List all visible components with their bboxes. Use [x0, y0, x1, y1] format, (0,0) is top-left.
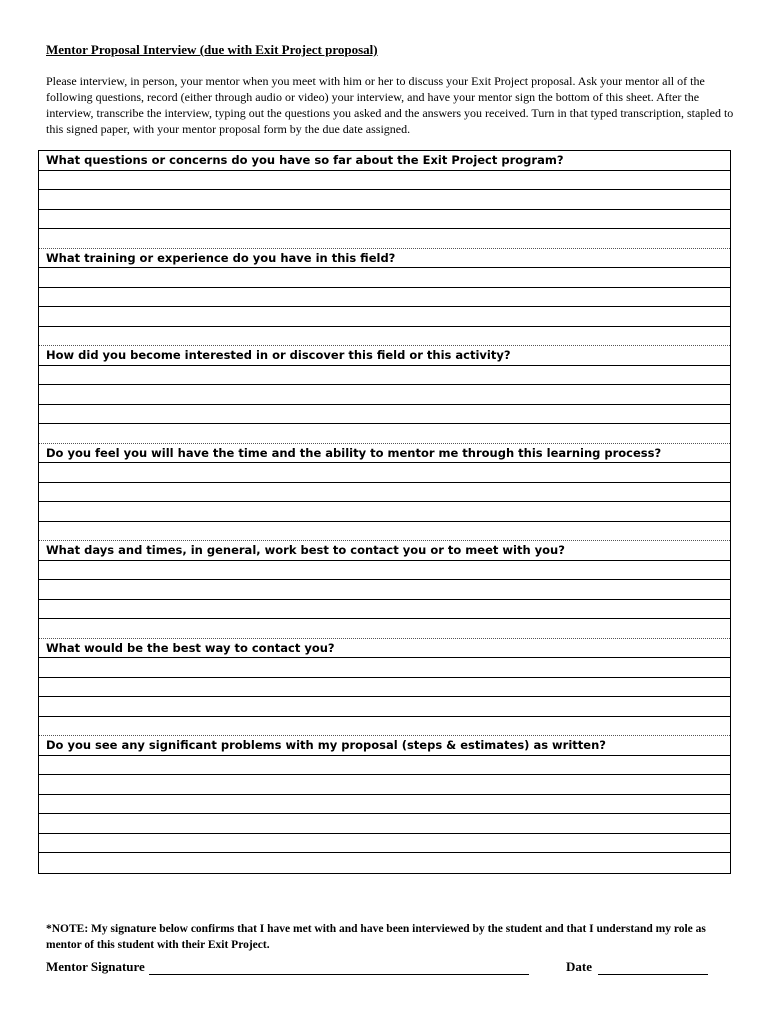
signature-line[interactable]	[149, 960, 529, 975]
answer-line[interactable]	[39, 561, 730, 581]
answer-line[interactable]	[39, 756, 730, 776]
date-field[interactable]	[566, 959, 708, 975]
answer-line[interactable]	[39, 697, 730, 717]
question-7: Do you see any significant problems with my proposal (steps & estimates) as written?	[39, 736, 730, 756]
answer-line[interactable]	[39, 463, 730, 483]
question-3: How did you become interested in or discover this field or this activity?	[39, 346, 730, 366]
interview-form	[38, 150, 731, 874]
answer-line[interactable]	[39, 268, 730, 288]
question-2: What training or experience do you have in this field?	[39, 249, 730, 269]
answer-line[interactable]	[39, 580, 730, 600]
answer-line[interactable]	[39, 853, 730, 873]
answer-line[interactable]	[39, 405, 730, 425]
signature-note: *NOTE: My signature below confirms that I have met with and have been interviewed by the student and that I understand my role as mentor of this student with their Exit Project.	[46, 923, 706, 951]
answer-line[interactable]	[39, 190, 730, 210]
answer-line[interactable]	[39, 229, 730, 249]
page-title: Mentor Proposal Interview (due with Exit Project proposal)	[46, 42, 378, 57]
mentor-signature-field[interactable]	[46, 959, 529, 975]
question-4: Do you feel you will have the time and the ability to mentor me through this learning process?	[39, 444, 730, 464]
answer-line[interactable]	[39, 600, 730, 620]
date-line[interactable]	[598, 960, 708, 975]
answer-line[interactable]	[39, 424, 730, 444]
answer-line[interactable]	[39, 834, 730, 854]
answer-line[interactable]	[39, 814, 730, 834]
answer-line[interactable]	[39, 327, 730, 347]
answer-line[interactable]	[39, 307, 730, 327]
answer-line[interactable]	[39, 795, 730, 815]
signature-label: Mentor Signature	[46, 959, 145, 974]
answer-line[interactable]	[39, 775, 730, 795]
answer-line[interactable]	[39, 171, 730, 191]
answer-line[interactable]	[39, 483, 730, 503]
answer-line[interactable]	[39, 717, 730, 737]
answer-line[interactable]	[39, 658, 730, 678]
question-6: What would be the best way to contact you?	[39, 639, 730, 659]
instructions-paragraph: Please interview, in person, your mentor when you meet with him or her to discuss your Exit Project proposal. Ask your mentor all of the following questions, record (either through audio or video) your interview, and have your mentor sign the bottom of this sheet. After the interview, transcribe the interview, typing out the questions you asked and the answers you received. Turn in that typed transcription, stapled to this signed paper, with your mentor proposal form by the due date assigned.	[46, 74, 734, 136]
question-1: What questions or concerns do you have so far about the Exit Project program?	[39, 151, 730, 171]
date-label: Date	[566, 959, 592, 974]
answer-line[interactable]	[39, 522, 730, 542]
answer-line[interactable]	[39, 678, 730, 698]
answer-line[interactable]	[39, 502, 730, 522]
answer-line[interactable]	[39, 385, 730, 405]
answer-line[interactable]	[39, 619, 730, 639]
answer-line[interactable]	[39, 366, 730, 386]
question-5: What days and times, in general, work best to contact you or to meet with you?	[39, 541, 730, 561]
answer-line[interactable]	[39, 288, 730, 308]
answer-line[interactable]	[39, 210, 730, 230]
